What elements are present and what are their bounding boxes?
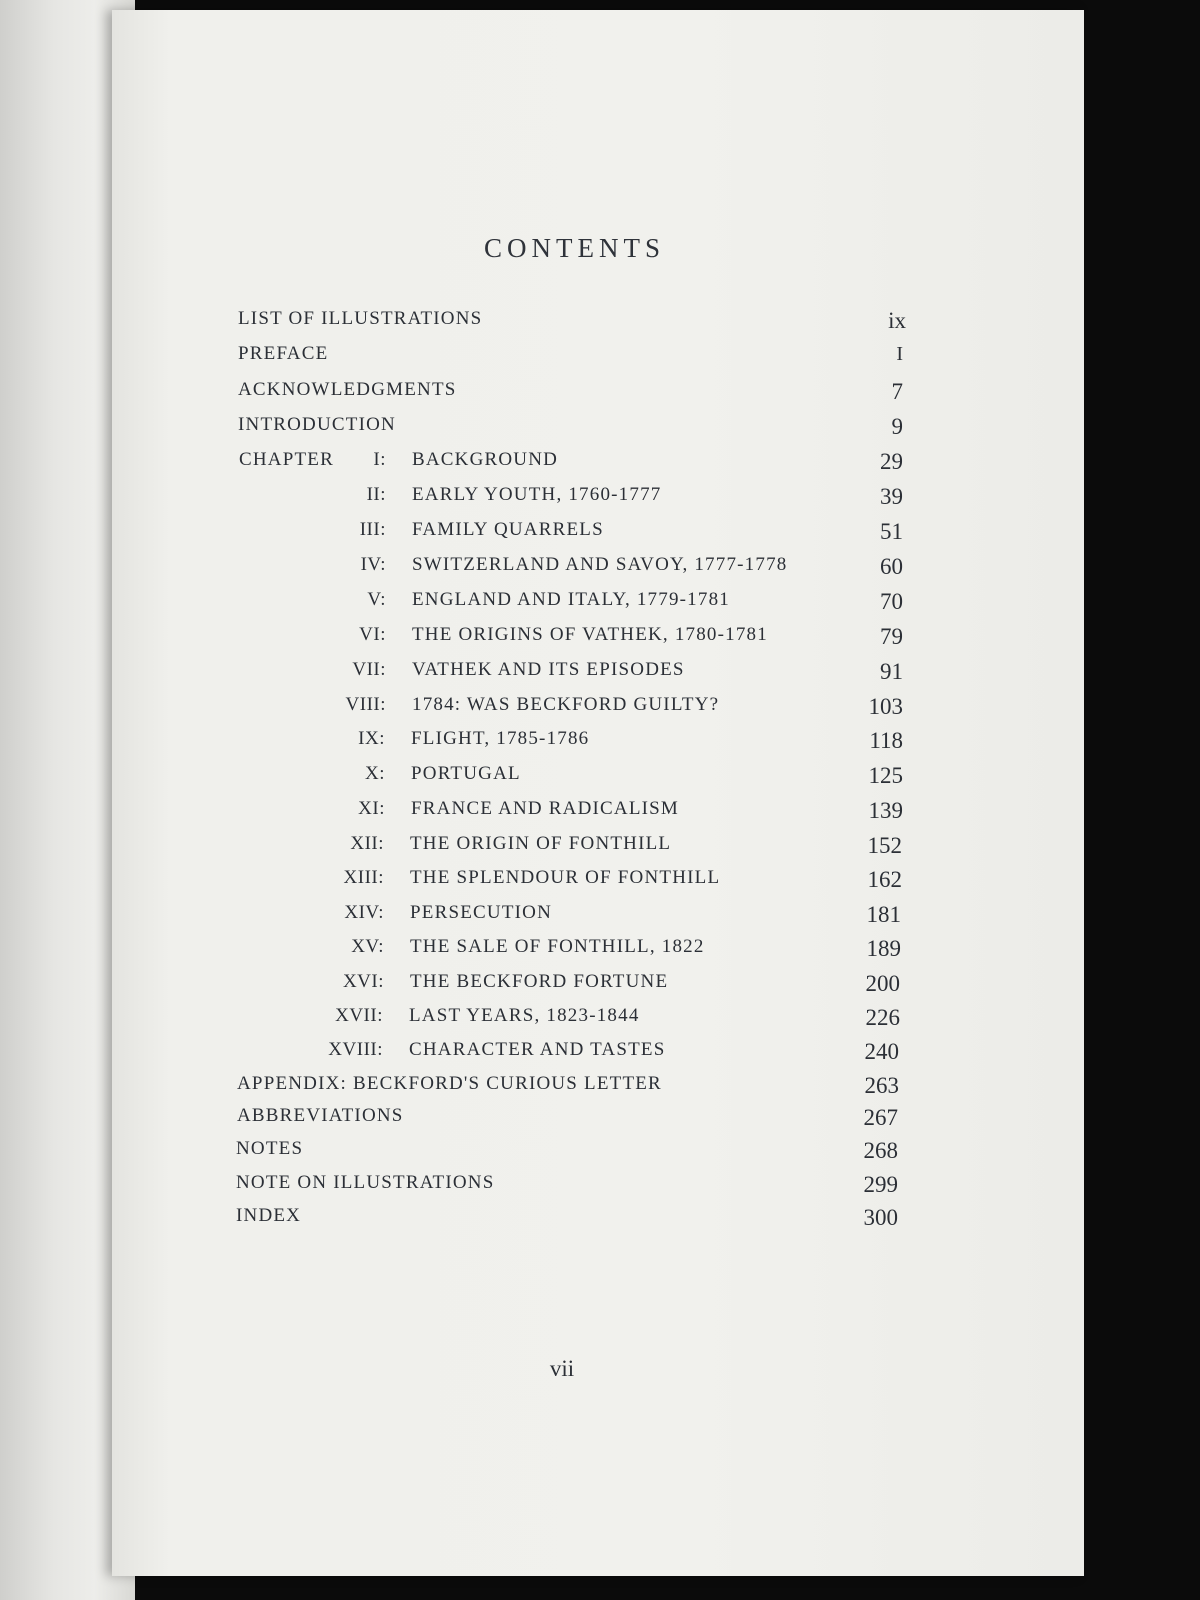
- chapter-number: VI:: [359, 624, 386, 645]
- chapter-number: XVII:: [335, 1005, 383, 1026]
- chapter-title: THE SPLENDOUR OF FONTHILL: [410, 867, 721, 888]
- chapter-number: IV:: [360, 554, 386, 575]
- chapter-number: I:: [373, 449, 386, 470]
- toc-chapter-7: [0, 659, 1200, 689]
- chapter-number: V:: [367, 589, 386, 610]
- chapter-number: XIII:: [343, 867, 384, 888]
- entry-page: ix: [888, 308, 906, 333]
- chapter-title: FRANCE AND RADICALISM: [411, 798, 680, 819]
- entry-page: 299: [863, 1172, 898, 1197]
- toc-chapter-8: [0, 694, 1200, 724]
- chapter-number: XII:: [350, 833, 384, 854]
- chapter-number: XVI:: [342, 971, 384, 992]
- chapter-page: 39: [880, 484, 903, 509]
- chapter-title: BACKGROUND: [412, 449, 559, 470]
- toc-chapter-6: [0, 624, 1200, 654]
- entry-label: INDEX: [236, 1205, 302, 1226]
- toc-chapter-2: [0, 484, 1200, 514]
- chapter-word: CHAPTER: [239, 449, 334, 470]
- entry-label: ACKNOWLEDGMENTS: [238, 379, 457, 400]
- toc-entry-note-on-illustrations: [0, 1172, 1200, 1202]
- chapter-page: 189: [866, 936, 901, 961]
- chapter-title: FAMILY QUARRELS: [412, 519, 604, 540]
- chapter-title: PERSECUTION: [410, 902, 552, 923]
- chapter-number: XVIII:: [328, 1039, 383, 1060]
- entry-page: 263: [864, 1073, 899, 1098]
- toc-chapter-18: [0, 1039, 1200, 1069]
- chapter-number: VII:: [352, 659, 386, 680]
- chapter-number: XIV:: [344, 902, 384, 923]
- chapter-page: 181: [866, 902, 901, 927]
- toc-chapter-10: [0, 763, 1200, 793]
- chapter-page: 79: [880, 624, 903, 649]
- chapter-page: 139: [868, 798, 903, 823]
- chapter-title: THE BECKFORD FORTUNE: [410, 971, 669, 992]
- chapter-number: XV:: [351, 936, 384, 957]
- chapter-number: XI:: [358, 798, 385, 819]
- chapter-title: LAST YEARS, 1823-1844: [409, 1005, 640, 1026]
- chapter-title: THE SALE OF FONTHILL, 1822: [410, 936, 705, 957]
- toc-chapter-12: [0, 833, 1200, 863]
- toc-chapter-15: [0, 936, 1200, 966]
- toc-entry-preface: [0, 343, 1200, 373]
- entry-page: 7: [891, 379, 903, 404]
- toc-entry-introduction: [0, 414, 1200, 444]
- entry-page: I: [896, 343, 903, 365]
- toc-entry-acknowledgments: [0, 379, 1200, 409]
- chapter-page: 152: [867, 833, 902, 858]
- entry-label: ABBREVIATIONS: [237, 1105, 404, 1126]
- chapter-title: PORTUGAL: [411, 763, 521, 784]
- toc-entry-list-of-illustrations: [0, 308, 1200, 338]
- chapter-title: ENGLAND AND ITALY, 1779-1781: [412, 589, 730, 610]
- chapter-page: 51: [880, 519, 903, 544]
- toc-chapter-9: [0, 728, 1200, 758]
- chapter-page: 29: [880, 449, 903, 474]
- chapter-page: 118: [869, 728, 903, 753]
- chapter-title: VATHEK AND ITS EPISODES: [412, 659, 685, 680]
- entry-label: PREFACE: [238, 343, 329, 364]
- toc-chapter-13: [0, 867, 1200, 897]
- chapter-page: 240: [864, 1039, 899, 1064]
- chapter-page: 125: [868, 763, 903, 788]
- chapter-page: 91: [880, 659, 903, 684]
- chapter-page: 226: [865, 1005, 900, 1030]
- page-title: CONTENTS: [484, 233, 665, 263]
- chapter-title: 1784: WAS BECKFORD GUILTY?: [412, 694, 720, 715]
- chapter-title: EARLY YOUTH, 1760-1777: [412, 484, 662, 505]
- chapter-number: II:: [366, 484, 386, 505]
- entry-page: 300: [863, 1205, 898, 1230]
- entry-label: INTRODUCTION: [238, 414, 396, 435]
- chapter-number: III:: [359, 519, 386, 540]
- toc-entry-notes: [0, 1138, 1200, 1168]
- entry-label: APPENDIX: BECKFORD'S CURIOUS LETTER: [237, 1073, 662, 1094]
- chapter-number: VIII:: [345, 694, 386, 715]
- toc-entry-abbreviations: [0, 1105, 1200, 1135]
- chapter-number: X:: [365, 763, 385, 784]
- entry-page: 9: [891, 414, 903, 439]
- chapter-title: CHARACTER AND TASTES: [409, 1039, 666, 1060]
- chapter-title: THE ORIGINS OF VATHEK, 1780-1781: [412, 624, 768, 645]
- entry-page: 268: [863, 1138, 898, 1163]
- toc-chapter-4: [0, 554, 1200, 584]
- page-number-folio: vii: [549, 1356, 575, 1381]
- chapter-page: 162: [867, 867, 902, 892]
- toc-chapter-11: [0, 798, 1200, 828]
- chapter-page: 60: [880, 554, 903, 579]
- toc-chapter-1: [0, 449, 1200, 479]
- toc-chapter-16: [0, 971, 1200, 1001]
- chapter-title: THE ORIGIN OF FONTHILL: [410, 833, 672, 854]
- toc-chapter-17: [0, 1005, 1200, 1035]
- chapter-title: SWITZERLAND AND SAVOY, 1777-1778: [412, 554, 788, 575]
- chapter-page: 70: [880, 589, 903, 614]
- entry-label: NOTE ON ILLUSTRATIONS: [236, 1172, 495, 1193]
- toc-chapter-3: [0, 519, 1200, 549]
- toc-entry-index: [0, 1205, 1200, 1235]
- toc-chapter-14: [0, 902, 1200, 932]
- entry-label: NOTES: [236, 1138, 304, 1159]
- entry-page: 267: [863, 1105, 898, 1130]
- chapter-page: 200: [865, 971, 900, 996]
- entry-label: LIST OF ILLUSTRATIONS: [238, 308, 483, 329]
- toc-entry-appendix: [0, 1073, 1200, 1103]
- chapter-page: 103: [868, 694, 903, 719]
- chapter-title: FLIGHT, 1785-1786: [411, 728, 590, 749]
- chapter-number: IX:: [358, 728, 385, 749]
- toc-chapter-5: [0, 589, 1200, 619]
